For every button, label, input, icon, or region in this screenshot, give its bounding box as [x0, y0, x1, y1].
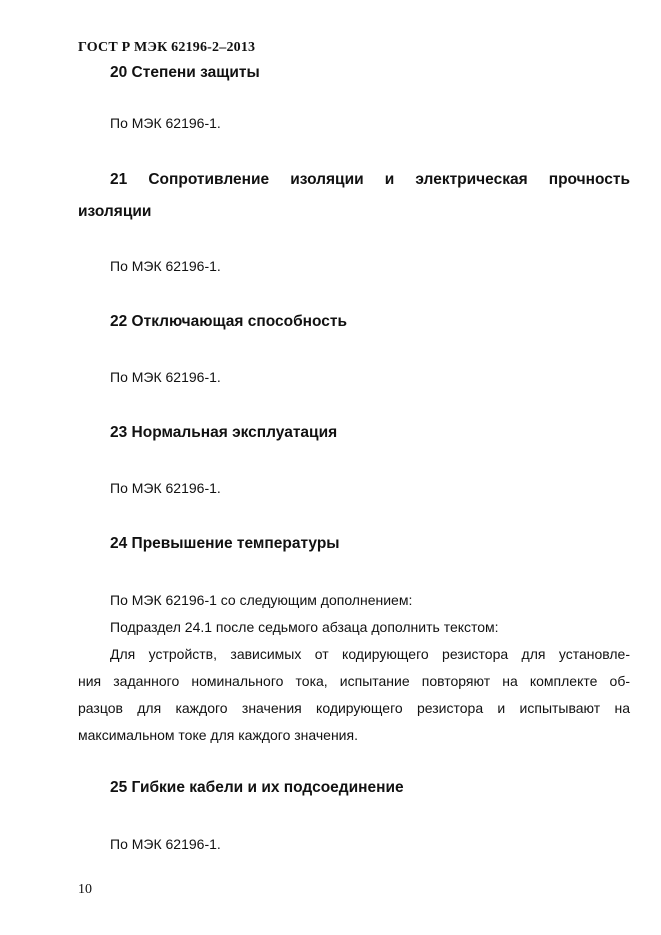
section-24-heading: 24 Превышение температуры: [110, 535, 340, 552]
section-24-line-1: По МЭК 62196-1 со следующим дополнением:: [110, 592, 413, 608]
section-25-text: По МЭК 62196-1.: [110, 836, 221, 852]
section-21-heading-line2: изоляции: [78, 203, 152, 220]
standard-header: ГОСТ Р МЭК 62196-2–2013: [78, 40, 256, 55]
section-22-text: По МЭК 62196-1.: [110, 369, 221, 385]
section-24-line-4: ния заданного номинального тока, испытание повторяют на комплекте об-: [78, 673, 630, 689]
section-20-text: По МЭК 62196-1.: [110, 115, 221, 131]
section-21-heading-line1-text: 21 Сопротивление изоляции и электрическая прочность: [110, 171, 630, 188]
section-21-heading-line1: [78, 171, 630, 189]
section-23-text: По МЭК 62196-1.: [110, 480, 221, 496]
section-24-line-5: разцов для каждого значения кодирующего резистора и испытывают на: [78, 700, 630, 716]
section-20-heading: 20 Степени защиты: [110, 64, 260, 81]
page-number: 10: [78, 882, 92, 897]
section-21-text: По МЭК 62196-1.: [110, 258, 221, 274]
section-24-line-6: максимальном токе для каждого значения.: [78, 727, 358, 743]
section-25-heading: 25 Гибкие кабели и их подсоединение: [110, 779, 404, 796]
section-23-heading: 23 Нормальная эксплуатация: [110, 424, 338, 441]
section-24-line-2: Подраздел 24.1 после седьмого абзаца дополнить текстом:: [110, 619, 499, 635]
section-24-line-3: Для устройств, зависимых от кодирующего резистора для установле-: [110, 646, 630, 662]
section-22-heading: 22 Отключающая способность: [110, 313, 348, 330]
